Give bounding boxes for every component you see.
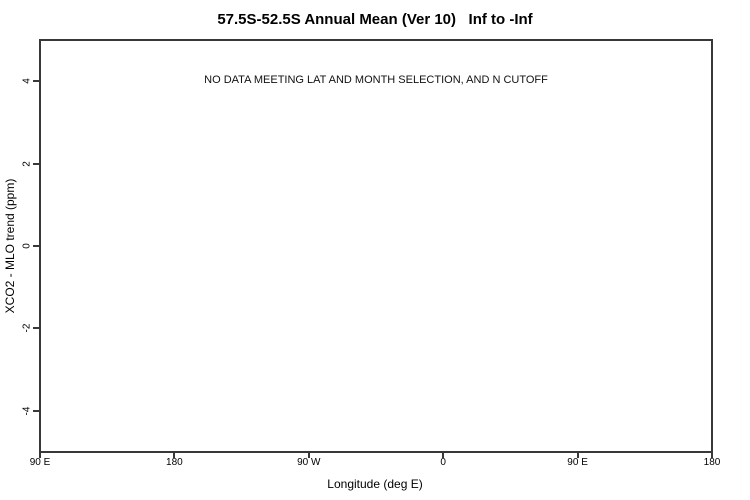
plot-title: 57.5S-52.5S Annual Mean (Ver 10) Inf to -Inf [217, 11, 533, 28]
y-tick-mark [33, 163, 40, 165]
y-tick-label: -2 [21, 323, 33, 333]
x-tick-label: 0 [440, 457, 446, 468]
x-tick-label: 90 E [29, 457, 51, 468]
y-tick-mark [33, 327, 40, 329]
x-tick-label: 90 W [297, 457, 321, 468]
plot-area [39, 39, 713, 453]
x-tick-label: 180 [703, 457, 721, 468]
y-tick-mark [33, 410, 40, 412]
y-tick-mark [33, 80, 40, 82]
y-tick-label: 4 [21, 78, 33, 84]
y-tick-mark [33, 245, 40, 247]
y-axis-label: XCO2 - MLO trend (ppm) [3, 178, 17, 314]
x-axis-label: Longitude (deg E) [327, 477, 423, 491]
y-tick-label: 0 [21, 243, 33, 249]
x-tick-label: 180 [166, 457, 183, 468]
x-tick-label: 90 E [567, 457, 588, 468]
y-tick-label: -4 [21, 406, 33, 416]
y-tick-label: 2 [21, 160, 33, 167]
no-data-message: NO DATA MEETING LAT AND MONTH SELECTION, AND N CUTOFF [204, 74, 548, 86]
